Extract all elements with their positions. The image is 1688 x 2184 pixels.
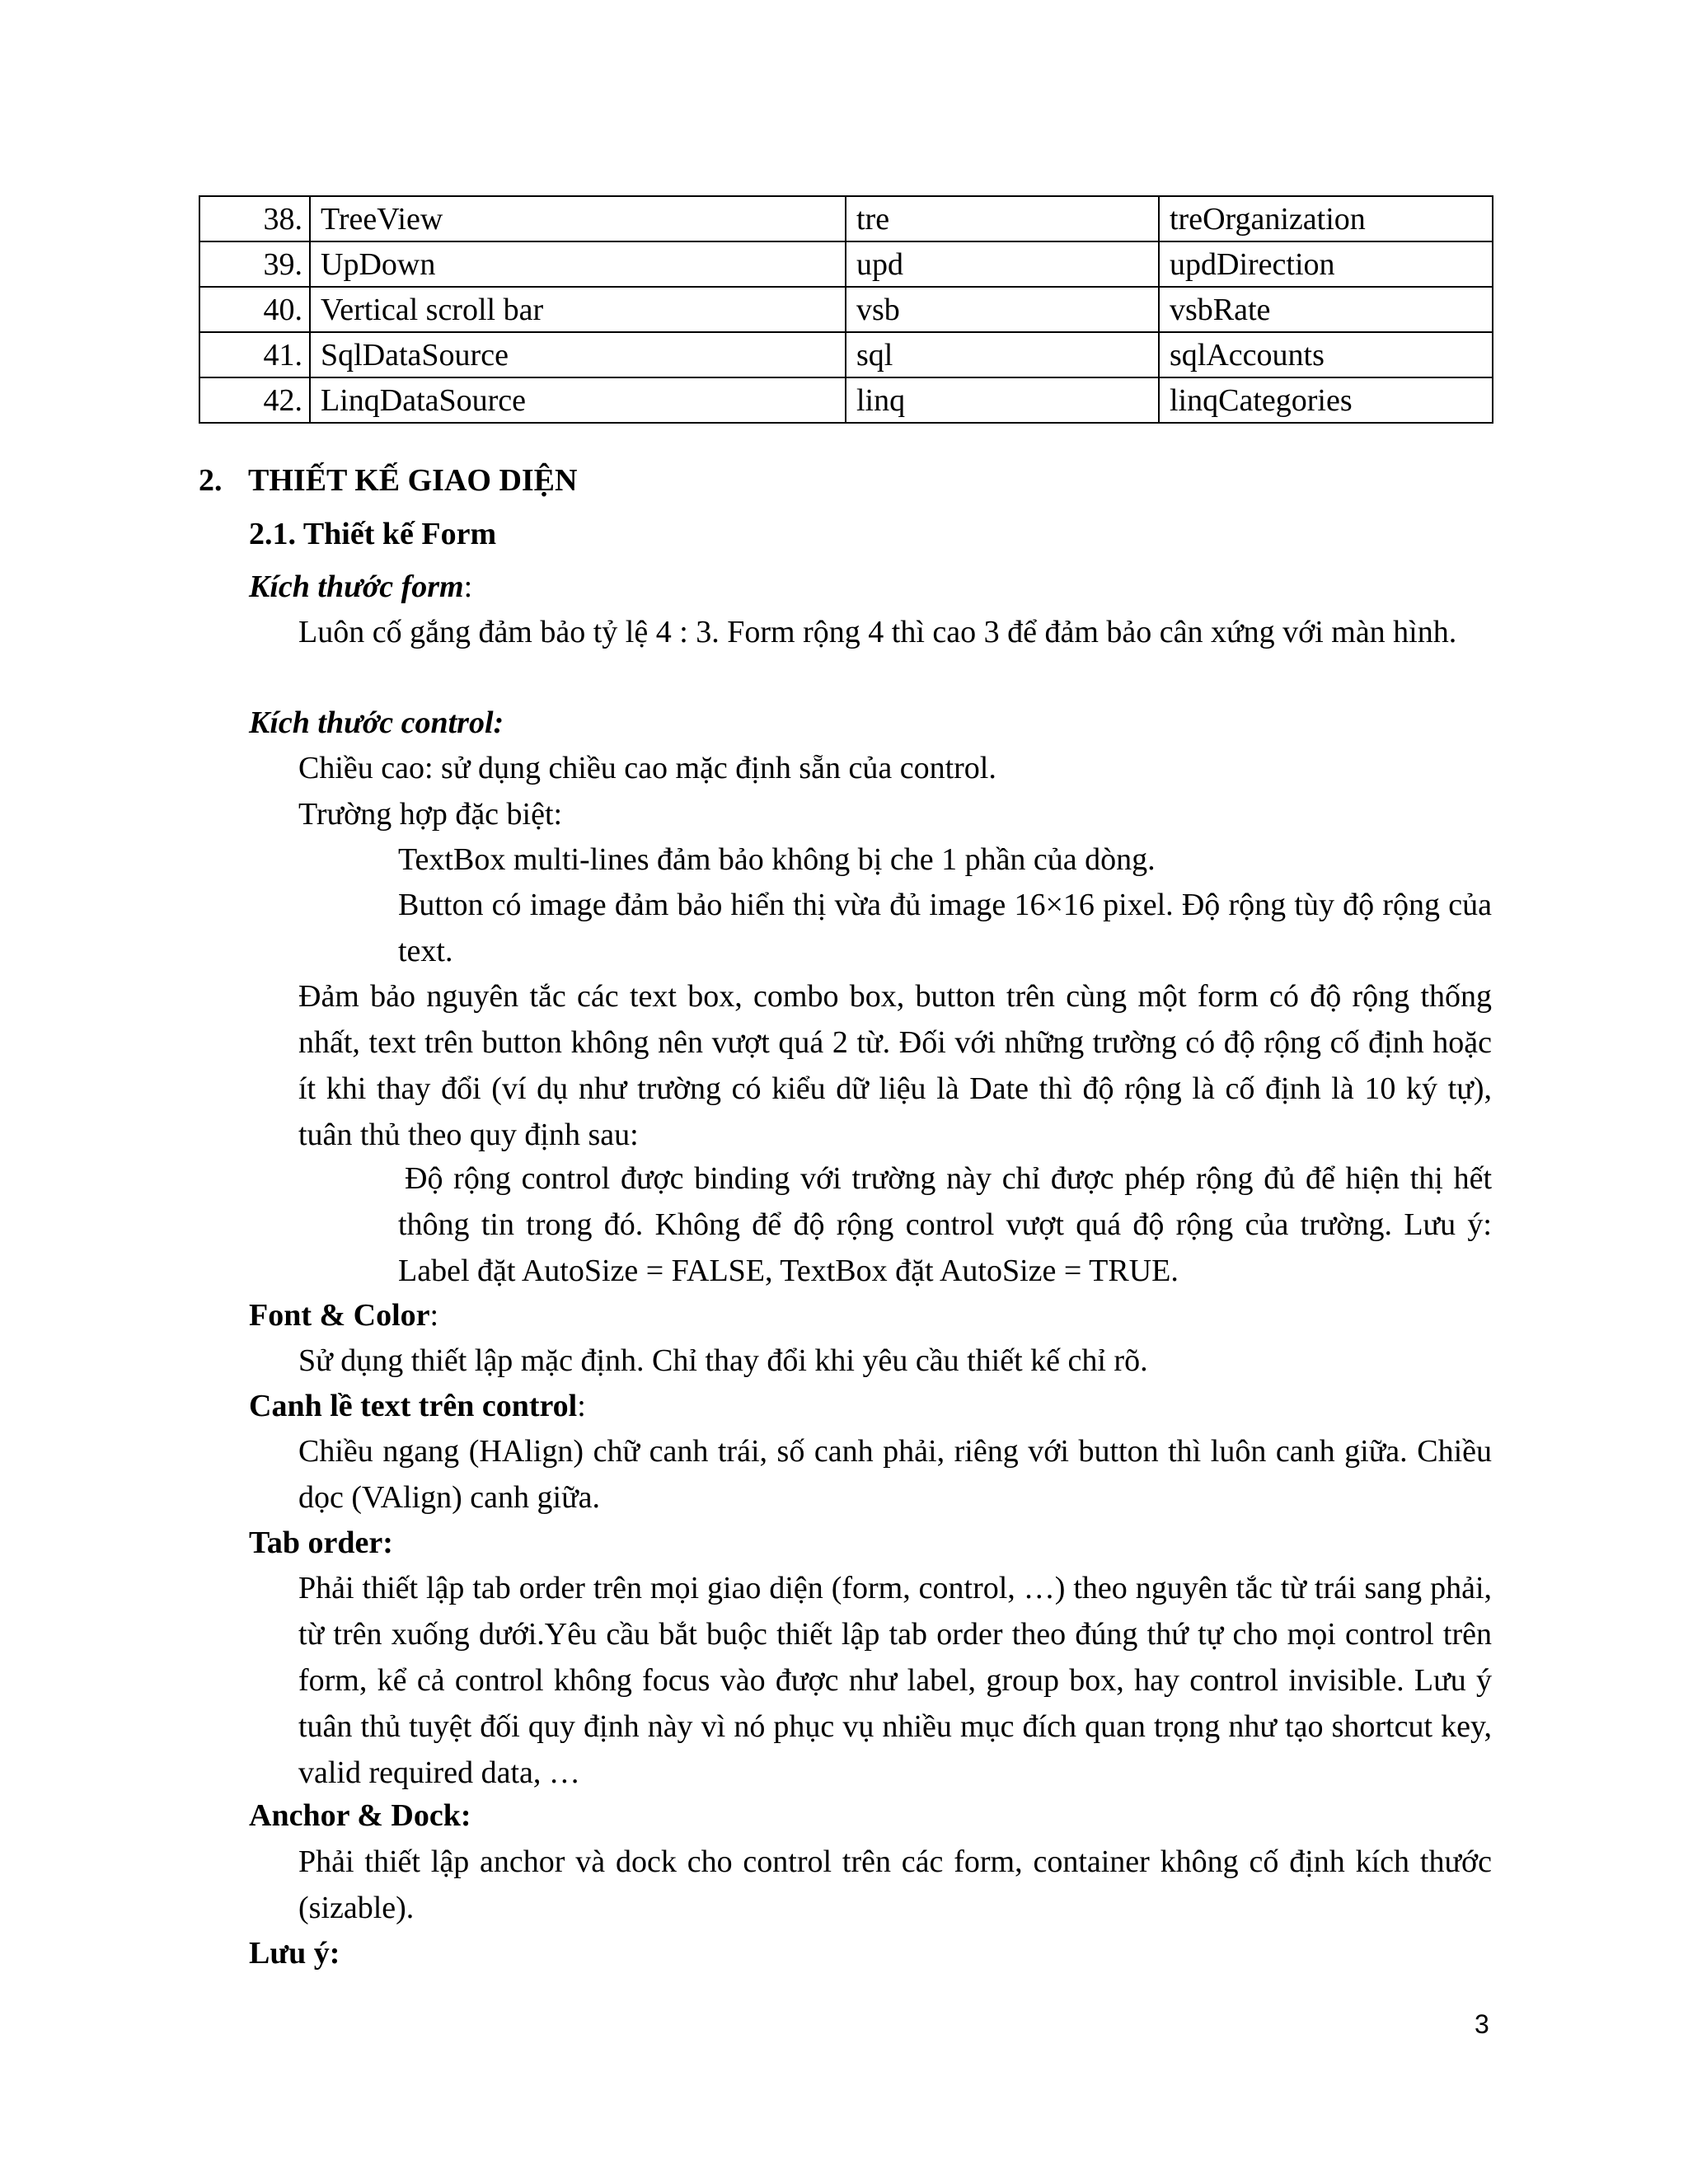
row-number: 42. — [199, 377, 310, 423]
control-example: vsbRate — [1159, 287, 1493, 332]
table-row — [199, 196, 1493, 241]
section-title: THIẾT KẾ GIAO DIỆN — [248, 463, 578, 498]
subsection-heading: 2.1. Thiết kế Form — [249, 517, 497, 551]
control-name: SqlDataSource — [310, 332, 846, 377]
control-prefix: vsb — [846, 287, 1159, 332]
special-case-text: Trường hợp đặc biệt: — [298, 797, 563, 832]
control-example: treOrganization — [1159, 196, 1493, 241]
anchor-dock-text: Phải thiết lập anchor và dock cho control trên các form, container không cố định kích thước (sizable). — [298, 1844, 1492, 1925]
button-rule-text: Button có image đảm bảo hiển thị vừa đủ image 16×16 pixel. Độ rộng tùy độ rộng của text. — [398, 888, 1492, 968]
row-number: 38. — [199, 196, 310, 241]
table-row — [199, 287, 1493, 332]
row-number: 39. — [199, 241, 310, 287]
row-number: 40. — [199, 287, 310, 332]
form-size-text: Luôn cố gắng đảm bảo tỷ lệ 4 : 3. Form rộng 4 thì cao 3 để đảm bảo cân xứng với màn hình. — [298, 615, 1457, 649]
control-name: UpDown — [310, 241, 846, 287]
form-size-heading: Kích thước form: — [249, 569, 473, 604]
control-prefix: linq — [846, 377, 1159, 423]
control-name: Vertical scroll bar — [310, 287, 846, 332]
control-name: LinqDataSource — [310, 377, 846, 423]
tab-order-text: Phải thiết lập tab order trên mọi giao diện (form, control, …) theo nguyên tắc từ trái sang phải, từ trên xuống dưới.Yêu cầu bắt buộc thiết lập tab order theo đúng thứ tự cho mọi control trên form, kể cả control không focus vào được như label, group box, hay control invisible. Lưu ý tuân thủ tuyệt đối quy định này vì nó phục vụ nhiều mục đích quan trọng như tạo shortcut key, valid required data, … — [298, 1571, 1492, 1790]
section-number: 2. — [199, 463, 223, 498]
table-row — [199, 377, 1493, 423]
width-rule-text: Đảm bảo nguyên tắc các text box, combo box, button trên cùng một form có độ rộng thống nhất, text trên button không nên vượt quá 2 từ. Đối với những trường có độ rộng cố định hoặc ít khi thay đổi (ví dụ như trường có kiểu dữ liệu là Date thì độ rộng là cố định là 10 ký tự), tuân thủ theo quy định sau: — [298, 979, 1492, 1152]
font-color-text: Sử dụng thiết lập mặc định. Chỉ thay đổi khi yêu cầu thiết kế chỉ rõ. — [298, 1343, 1148, 1378]
control-example: updDirection — [1159, 241, 1493, 287]
text-align-heading: Canh lề text trên control: — [249, 1389, 586, 1423]
control-prefix: sql — [846, 332, 1159, 377]
anchor-dock-heading: Anchor & Dock: — [249, 1798, 471, 1833]
text-align-text: Chiều ngang (HAlign) chữ canh trái, số canh phải, riêng với button thì luôn canh giữa. Chiều dọc (VAlign) canh giữa. — [298, 1434, 1492, 1515]
table-row — [199, 332, 1493, 377]
binding-rule-text: Độ rộng control được binding với trường này chỉ được phép rộng đủ để hiện thị hết thông tin trong đó. Không để độ rộng control vượt quá độ rộng của trường. Lưu ý: Label đặt AutoSize = FALSE, TextBox đặt AutoSize = TRUE. — [398, 1161, 1492, 1288]
section-heading — [199, 457, 577, 504]
tab-order-heading: Tab order: — [249, 1526, 393, 1560]
row-number: 41. — [199, 332, 310, 377]
note-heading: Lưu ý: — [249, 1936, 340, 1971]
table-row — [199, 241, 1493, 287]
control-height-text: Chiều cao: sử dụng chiều cao mặc định sẵn của control. — [298, 751, 996, 785]
control-prefix: tre — [846, 196, 1159, 241]
page-number: 3 — [1475, 2009, 1489, 2039]
control-name: TreeView — [310, 196, 846, 241]
control-prefix-table — [199, 195, 1493, 424]
font-color-heading: Font & Color: — [249, 1298, 439, 1333]
control-example: linqCategories — [1159, 377, 1493, 423]
control-prefix: upd — [846, 241, 1159, 287]
textbox-rule-text: TextBox multi-lines đảm bảo không bị che 1 phần của dòng. — [398, 842, 1156, 877]
control-example: sqlAccounts — [1159, 332, 1493, 377]
control-size-heading: Kích thước control: — [249, 705, 504, 740]
